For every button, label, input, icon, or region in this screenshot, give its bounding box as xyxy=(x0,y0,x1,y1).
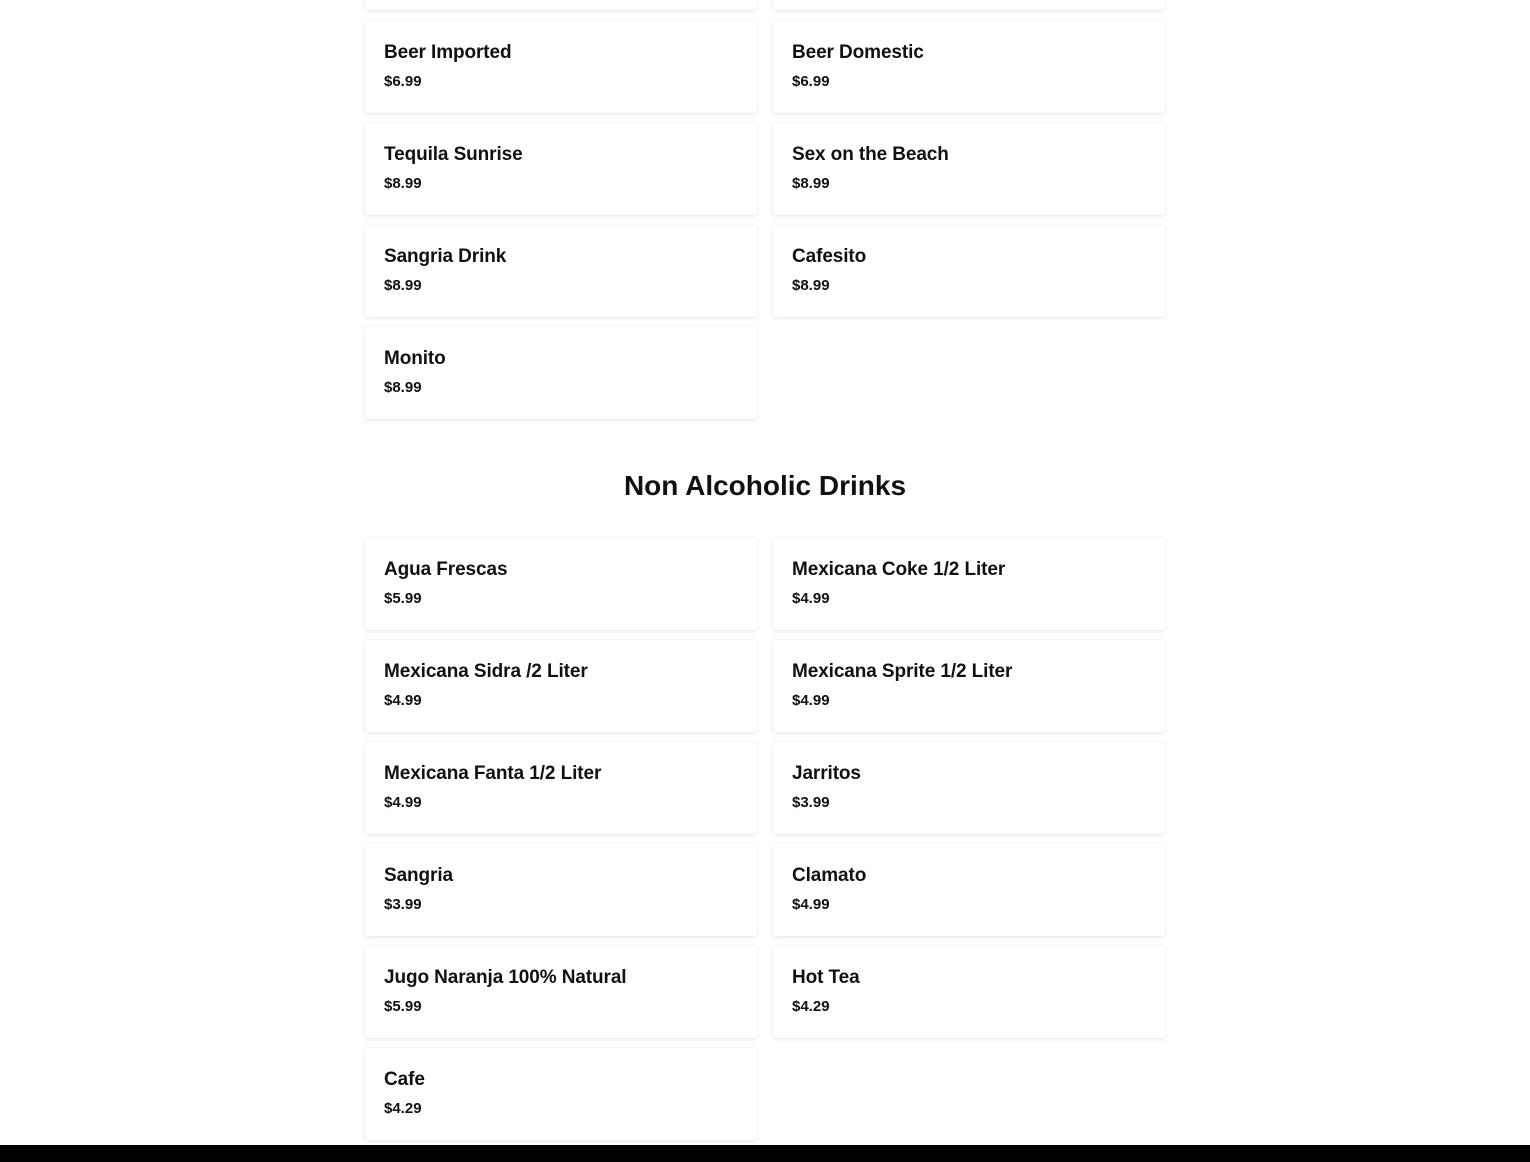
menu-item-name: Jarritos xyxy=(792,763,861,784)
menu-item-price: $6.99 xyxy=(792,73,830,90)
menu-item-name: Mexicana Fanta 1/2 Liter xyxy=(384,763,602,784)
menu-item-price: $8.99 xyxy=(384,277,422,294)
menu-item-price: $6.99 xyxy=(384,73,422,90)
menu-item-card[interactable] xyxy=(365,21,757,113)
menu-item-price: $4.99 xyxy=(384,692,422,709)
menu-item-price: $8.99 xyxy=(384,379,422,396)
menu-item-card[interactable] xyxy=(365,225,757,317)
menu-item-card[interactable] xyxy=(773,742,1165,834)
menu-item-price: $3.99 xyxy=(792,794,830,811)
menu-item-name: Beer Domestic xyxy=(792,42,924,63)
menu-item-name: Clamato xyxy=(792,865,867,886)
menu-item-card[interactable] xyxy=(365,742,757,834)
menu-item-name: Agua Frescas xyxy=(384,559,508,580)
menu-item-name: Cafe xyxy=(384,1069,425,1090)
menu-item-card[interactable] xyxy=(365,538,757,630)
menu-item-price: $3.99 xyxy=(384,896,422,913)
menu-item-card[interactable] xyxy=(365,640,757,732)
menu-item-name: Cafesito xyxy=(792,246,867,267)
menu-item-price: $4.99 xyxy=(792,692,830,709)
menu-item-name: Jugo Naranja 100% Natural xyxy=(384,967,627,988)
menu-item-card-partial[interactable] xyxy=(773,0,1165,10)
menu-item-card[interactable] xyxy=(773,640,1165,732)
menu-item-name: Sex on the Beach xyxy=(792,144,949,165)
menu-item-card[interactable] xyxy=(773,946,1165,1038)
menu-item-price: $5.99 xyxy=(384,998,422,1015)
menu-item-name: Sangria Drink xyxy=(384,246,507,267)
menu-item-card[interactable] xyxy=(365,844,757,936)
menu-item-card[interactable] xyxy=(365,946,757,1038)
menu-item-card-partial[interactable] xyxy=(365,0,757,10)
menu-item-card[interactable] xyxy=(365,327,757,419)
menu-item-name: Hot Tea xyxy=(792,967,860,988)
footer-bar xyxy=(0,1145,1530,1162)
menu-item-name: Sangria xyxy=(384,865,453,886)
menu-item-price: $4.99 xyxy=(792,896,830,913)
menu-item-price: $8.99 xyxy=(384,175,422,192)
menu-item-card[interactable] xyxy=(773,844,1165,936)
menu-item-card[interactable] xyxy=(365,1048,757,1140)
menu-item-name: Mexicana Sidra /2 Liter xyxy=(384,661,588,682)
menu-item-card[interactable] xyxy=(773,538,1165,630)
menu-item-price: $4.29 xyxy=(792,998,830,1015)
menu-item-price: $8.99 xyxy=(792,277,830,294)
menu-item-name: Beer Imported xyxy=(384,42,512,63)
previous-row-cards xyxy=(365,0,1165,10)
alcoholic-drinks-grid xyxy=(365,21,1165,419)
menu-item-card[interactable] xyxy=(773,123,1165,215)
menu-item-price: $5.99 xyxy=(384,590,422,607)
menu-item-price: $4.99 xyxy=(792,590,830,607)
menu-item-price: $4.29 xyxy=(384,1100,422,1117)
menu-item-name: Mexicana Sprite 1/2 Liter xyxy=(792,661,1013,682)
menu-item-price: $4.99 xyxy=(384,794,422,811)
menu-item-card[interactable] xyxy=(773,21,1165,113)
menu-item-price: $8.99 xyxy=(792,175,830,192)
menu-item-card[interactable] xyxy=(773,225,1165,317)
non-alcoholic-drinks-grid xyxy=(365,538,1165,1140)
menu-item-name: Monito xyxy=(384,348,446,369)
menu-item-name: Tequila Sunrise xyxy=(384,144,523,165)
section-heading: Non Alcoholic Drinks xyxy=(623,470,907,501)
menu-item-name: Mexicana Coke 1/2 Liter xyxy=(792,559,1006,580)
menu-item-card[interactable] xyxy=(365,123,757,215)
